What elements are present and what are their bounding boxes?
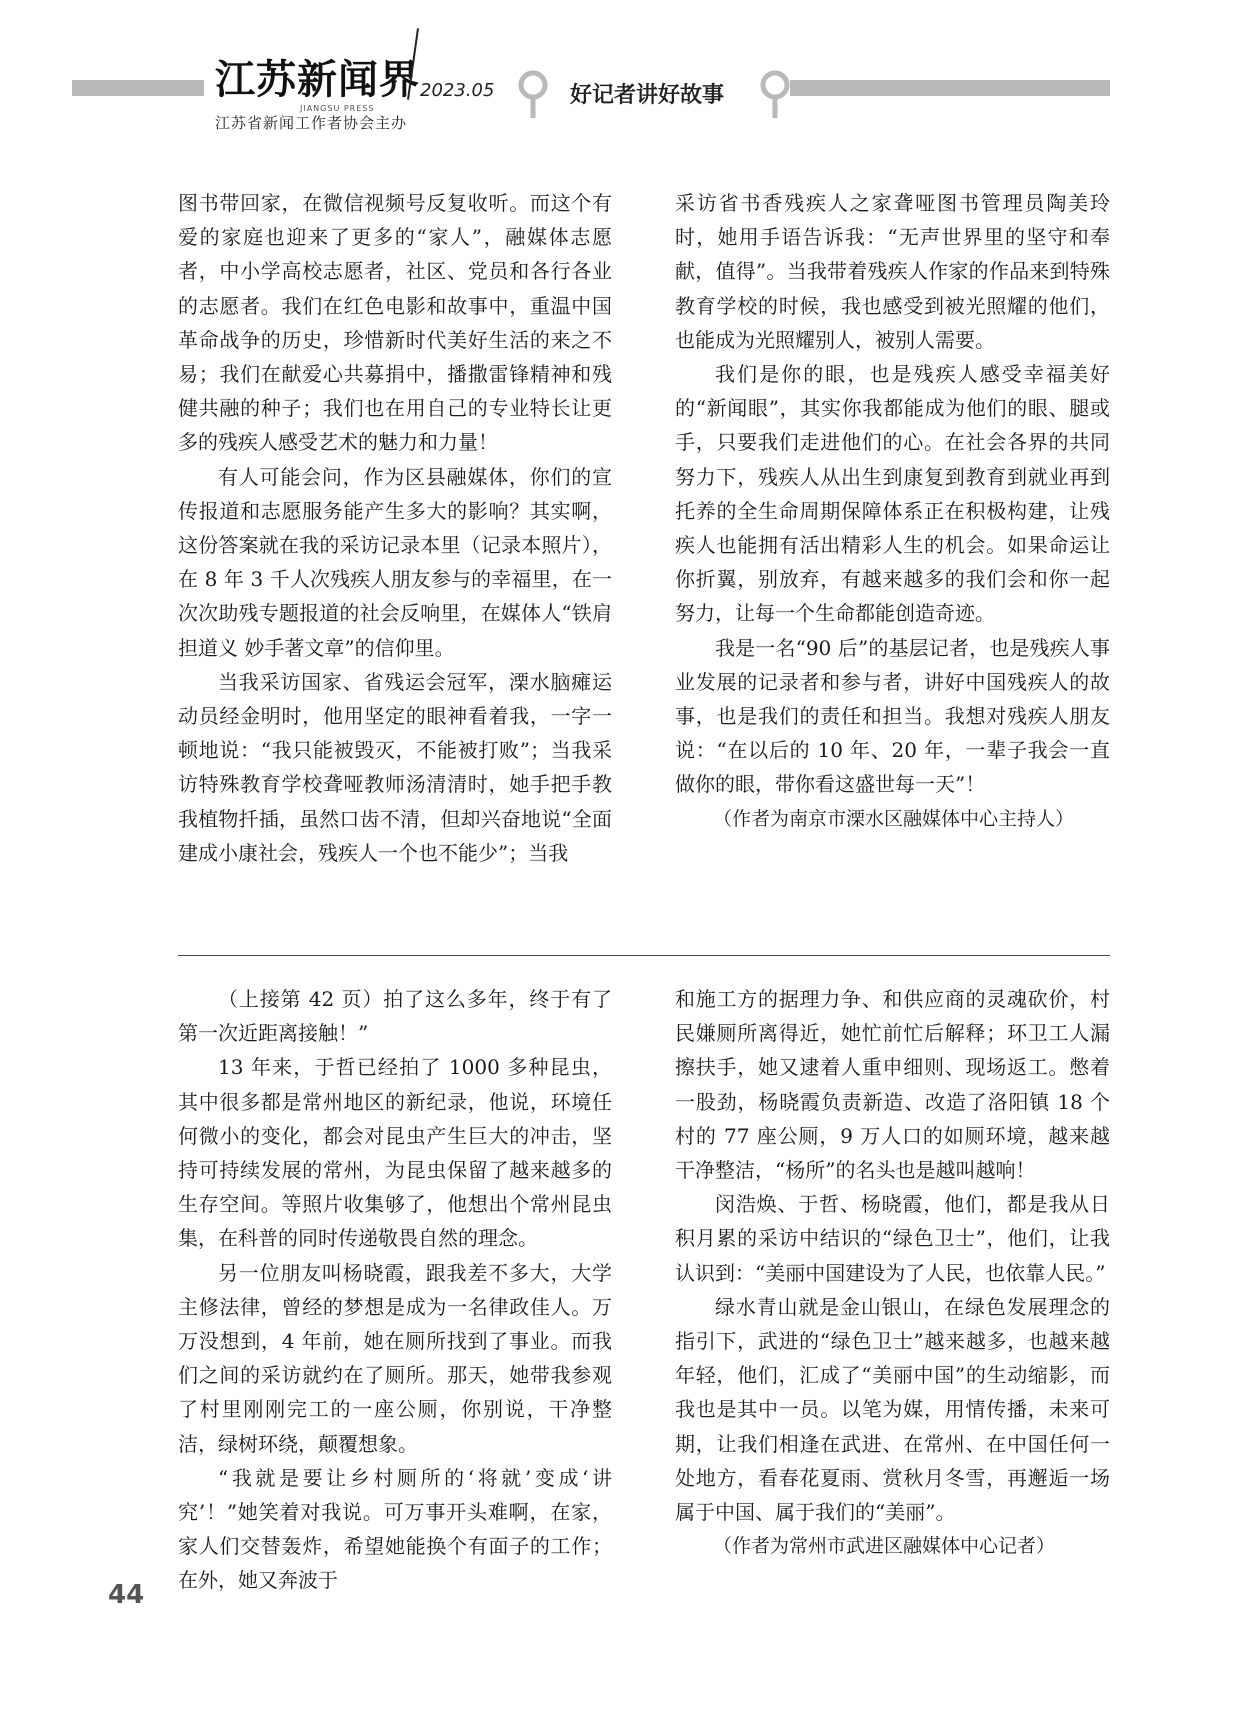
paragraph: 绿水青山就是金山银山，在绿色发展理念的指引下，武进的“绿色卫士”越来越多，也越来越年轻，他们，汇成了“美丽中国”的生动缩影，而我也是其中一员。以笔为媒，用情传播，未来可期，让我们相逢在武进、在常州、在中国任何一处地方，看春花夏雨、赏秋月冬雪，再邂逅一场属于中国、属于我们的“美丽”。 — [675, 1294, 1110, 1525]
article-top-right-column — [675, 186, 1110, 836]
article-divider — [178, 955, 1110, 956]
pin-icon — [516, 70, 550, 120]
masthead-title: 江苏新闻界 — [215, 57, 420, 103]
author-byline: （作者为常州市武进区融媒体中心记者） — [713, 1535, 1056, 1558]
paragraph: 采访省书香残疾人之家聋哑图书管理员陶美玲时，她用手语告诉我：“无声世界里的坚守和奉献，值得”。当我带着残疾人作家的作品来到特殊教育学校的时候，我也感受到被光照耀的他们，也能成为光照耀别人，被别人需要。 — [675, 191, 1110, 352]
paragraph: 和施工方的据理力争、和供应商的灵魂砍价，村民嫌厕所离得近，她忙前忙后解释；环卫工人漏擦扶手，她又逮着人重申细则、现场返工。憋着一股劲，杨晓霞负责新造、改造了洛阳镇 18 个村的 77 座公厕，9 万人口的如厕环境，越来越干净整洁，“杨所”的名头也是越叫越响！ — [675, 987, 1110, 1183]
paragraph: 图书带回家，在微信视频号反复收听。而这个有爱的家庭也迎来了更多的“家人”，融媒体志愿者，中小学高校志愿者，社区、党员和各行各业的志愿者。我们在红色电影和故事中，重温中国革命战争的历史，珍惜新时代美好生活的来之不易；我们在献爱心共募捐中，播撒雷锋精神和残健共融的种子；我们也在用自己的专业特长让更多的残疾人感受艺术的魅力和力量！ — [178, 191, 612, 455]
paragraph: 13 年来，于哲已经拍了 1000 多种昆虫，其中很多都是常州地区的新纪录，他说，环境任何微小的变化，都会对昆虫产生巨大的冲击，坚持可持续发展的常州，为昆虫保留了越来越多的生存空间。等照片收集够了，他想出个常州昆虫集，在科普的同时传递敬畏自然的理念。 — [178, 1055, 612, 1251]
paragraph: 有人可能会问，作为区县融媒体，你们的宣传报道和志愿服务能产生多大的影响？其实啊，这份答案就在我的采访记录本里（记录本照片），在 8 年 3 千人次残疾人朋友参与的幸福里，在一次次助残专题报道的社会反响里，在媒体人“铁肩担道义 妙手著文章”的信仰里。 — [178, 464, 612, 660]
paragraph: （上接第 42 页）拍了这么多年，终于有了第一次近距离接触！” — [178, 987, 612, 1046]
header-bar-right — [790, 80, 1110, 96]
column-name: 好记者讲好故事 — [570, 83, 725, 108]
sponsor-line: 江苏省新闻工作者协会主办 — [215, 114, 408, 132]
paragraph: 另一位朋友叫杨晓霞，跟我差不多大，大学主修法律，曾经的梦想是成为一名律政佳人。万万没想到，4 年前，她在厕所找到了事业。而我们之间的采访就约在了厕所。那天，她带我参观了村里刚刚完工的一座公厕，你别说，干净整洁，绿树环绕，颠覆想象。 — [178, 1260, 612, 1456]
article-bottom-right-column — [675, 982, 1110, 1563]
issue-number: 2023.05 — [420, 80, 495, 101]
paragraph: 闵浩焕、于哲、杨晓霞，他们，都是我从日积月累的采访中结识的“绿色卫士”，他们，让我认识到：“美丽中国建设为了人民，也依靠人民。” — [675, 1192, 1110, 1285]
article-top-left-column — [178, 186, 612, 870]
paragraph: 当我采访国家、省残运会冠军，溧水脑瘫运动员经金明时，他用坚定的眼神看着我，一字一顿地说：“我只能被毁灭，不能被打败”；当我采访特殊教育学校聋哑教师汤清清时，她手把手教我植物扦插，虽然口齿不清，但却兴奋地说“全面建成小康社会，残疾人一个也不能少”；当我 — [178, 669, 612, 865]
pin-icon — [758, 70, 792, 120]
article-bottom-left-column — [178, 982, 612, 1598]
paragraph: “我就是要让乡村厕所的‘将就’变成‘讲究’！”她笑着对我说。可万事开头难啊，在家，家人们交替轰炸，希望她能换个有面子的工作；在外，她又奔波于 — [178, 1465, 612, 1593]
masthead-english: JIANGSU PRESS — [300, 104, 375, 113]
page-number: 44 — [108, 1580, 145, 1610]
header-bar-left — [72, 80, 204, 96]
paragraph: 我们是你的眼，也是残疾人感受幸福美好的“新闻眼”，其实你我都能成为他们的眼、腿或手，只要我们走进他们的心。在社会各界的共同努力下，残疾人从出生到康复到教育到就业再到托养的全生命周期保障体系正在积极构建，让残疾人也能拥有活出精彩人生的机会。如果命运让你折翼，别放弃，有越来越多的我们会和你一起努力，让每一个生命都能创造奇迹。 — [675, 362, 1110, 626]
paragraph: 我是一名“90 后”的基层记者，也是残疾人事业发展的记录者和参与者，讲好中国残疾人的故事，也是我们的责任和担当。我想对残疾人朋友说：“在以后的 10 年、20 年，一辈子我会一直做你的眼，带你看这盛世每一天”！ — [675, 635, 1110, 797]
author-byline: （作者为南京市溧水区融媒体中心主持人） — [713, 807, 1075, 830]
